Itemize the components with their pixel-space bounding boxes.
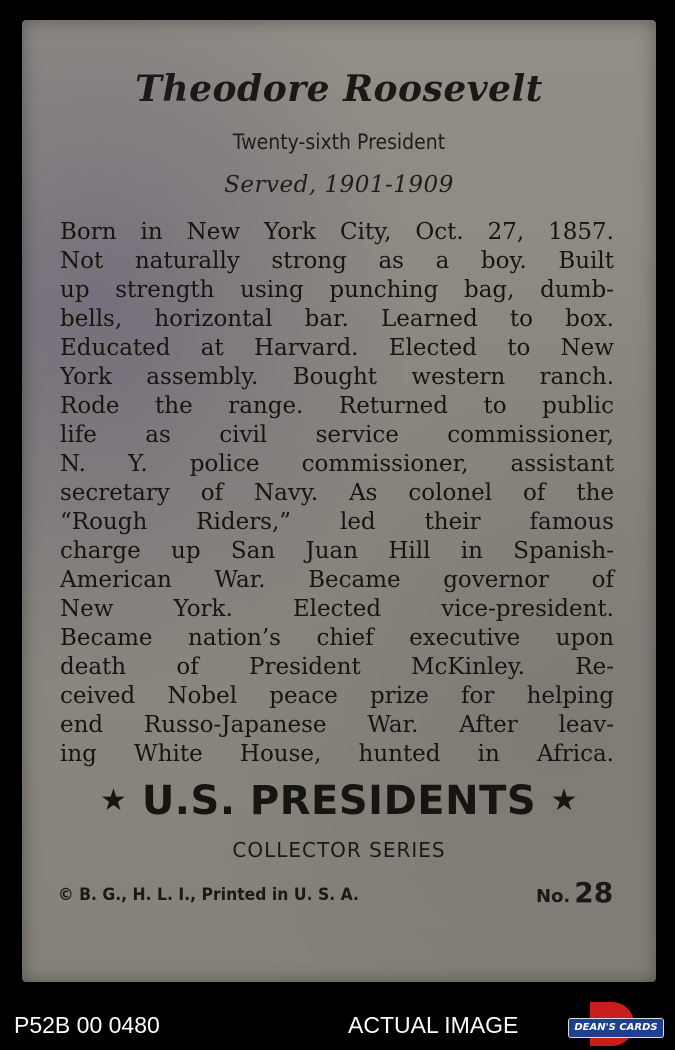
card-number-label: No. [536,886,571,907]
certification-id: P52B 00 0480 [14,1012,160,1038]
bio-line: York assembly. Bought western ranch. [60,364,614,390]
bio-line: Educated at Harvard. Elected to New [60,335,614,361]
bio-line: death of President McKinley. Re- [60,654,614,680]
served-years: Served, 1901-1909 [224,172,454,198]
bio-line: charge up San Juan Hill in Spanish- [60,538,614,564]
bio-line: Not naturally strong as a boy. Built [60,248,614,274]
biography-text [60,218,614,769]
bio-line: American War. Became governor of [60,567,614,593]
series-subtitle: COLLECTOR SERIES [232,838,446,862]
bio-line: end Russo-Japanese War. After leav- [60,712,614,738]
bio-line: “Rough Riders,” led their famous [60,509,614,535]
trading-card-back [22,20,656,982]
bio-line: N. Y. police commissioner, assistant [60,451,614,477]
bio-line: secretary of Navy. As colonel of the [60,480,614,506]
deans-cards-logo[interactable] [568,1004,664,1046]
bio-line: ceived Nobel peace prize for helping [60,683,614,709]
series-title-text: U.S. PRESIDENTS [141,778,537,824]
bio-line: Born in New York City, Oct. 27, 1857. [60,219,614,245]
bio-line: life as civil service commissioner, [60,422,614,448]
actual-image-label: ACTUAL IMAGE [348,1012,519,1038]
bio-line: up strength using punching bag, dumb- [60,277,614,303]
president-name: Theodore Roosevelt [135,68,543,110]
bio-line: Became nation’s chief executive upon [60,625,614,651]
bio-line: ing White House, hunted in Africa. [60,741,614,767]
card-number-value: 28 [574,876,614,909]
bio-line: Rode the range. Returned to public [60,393,614,419]
logo-banner: DEAN'S CARDS [568,1018,664,1038]
bio-line: bells, horizontal bar. Learned to box. [60,306,614,332]
copyright-notice: © B. G., H. L. I., Printed in U. S. A. [58,885,359,905]
president-subtitle: Twenty-sixth President [232,130,446,154]
star-icon: ★ [550,783,579,818]
card-number [536,876,613,909]
series-title [22,778,656,824]
star-icon: ★ [99,783,128,818]
bio-line: New York. Elected vice-president. [60,596,614,622]
